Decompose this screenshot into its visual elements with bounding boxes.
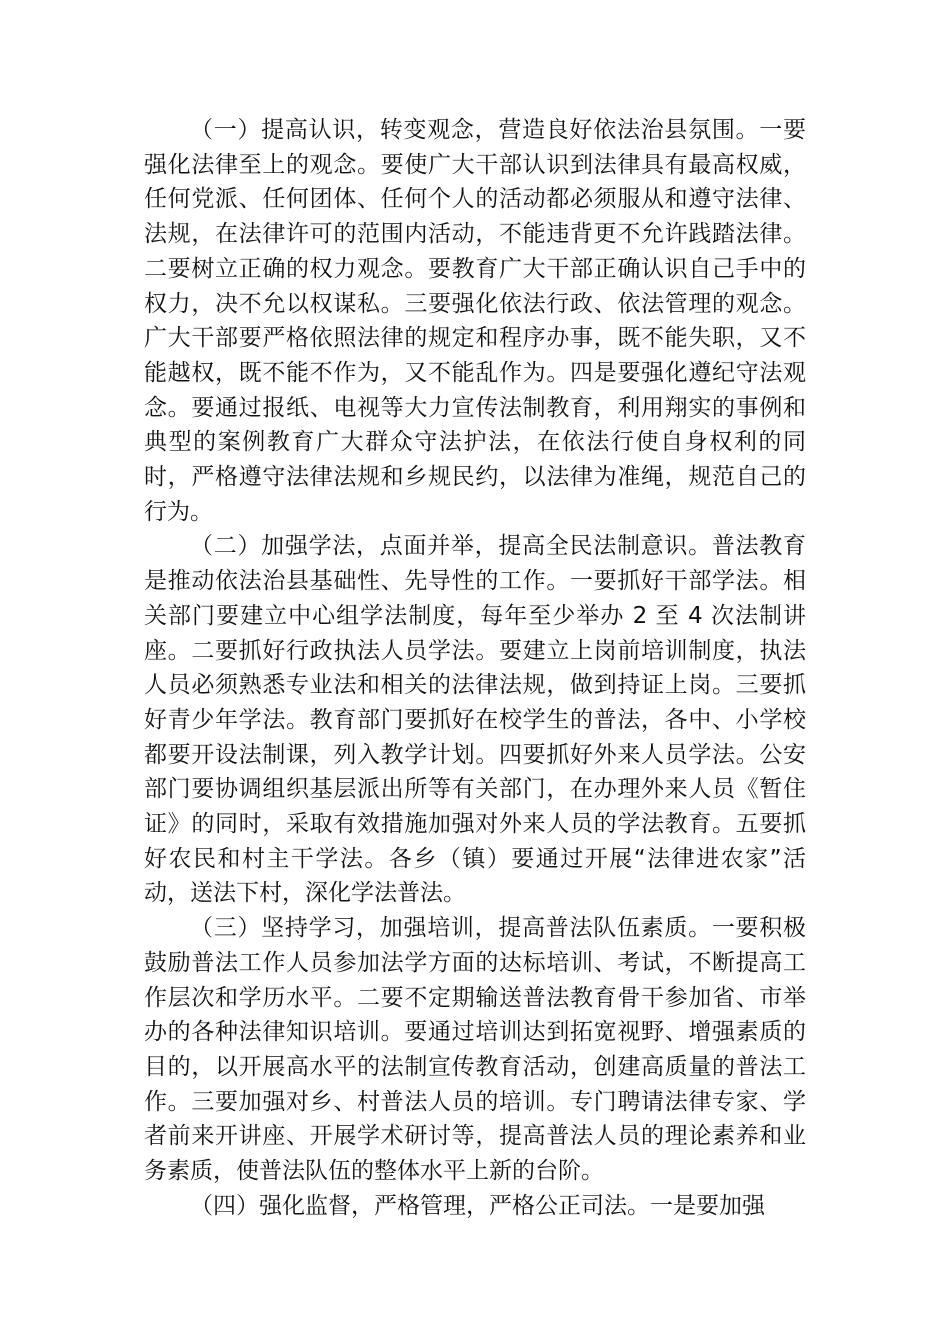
paragraph-2: （二）加强学法，点面并举，提高全民法制意识。普法教育是推动依法治县基础性、先导性的工作。一要抓好干部学法。相关部门要建立中心组学法制度，每年至少举办 2 至 4 次法制讲座。二要抓好行政执法人员学法。要建立上岗前培训制度，执法人员必须熟悉专业法和相关的法律法规，做到持证上岗。三要抓好青少年学法。教育部门要抓好在校学生的普法，各中、小学校都要开设法制课，列入教学计划。四要抓好外来人员学法。公安部门要协调组织基层派出所等有关部门，在办理外来人员《暂住证》的同时，采取有效措施加强对外来人员的学法教育。五要抓好农民和村主干学法。各乡（镇）要通过开展“法律进农家”活动，送法下村，深化学法普法。 — [144, 533, 806, 907]
paragraph-4: （四）强化监督，严格管理，严格公正司法。一是要加强 — [190, 1192, 765, 1219]
paragraph-1: （一）提高认识，转变观念，营造良好依法治县氛围。一要强化法律至上的观念。要使广大干部认识到法律具有最高权威，任何党派、任何团体、任何个人的活动都必须服从和遵守法律、法规，在法律许可的范围内活动，不能违背更不允许践踏法律。二要树立正确的权力观念。要教育广大干部正确认识自己手中的权力，决不允以权谋私。三要强化依法行政、依法管理的观念。广大干部要严格依照法律的规定和程序办事，既不能失职，又不能越权，既不能不作为，又不能乱作为。四是要强化遵纪守法观念。要通过报纸、电视等大力宣传法制教育，利用翔实的事例和典型的案例教育广大群众守法护法，在依法行使自身权利的同时，严格遵守法律法规和乡规民约，以法律为准绳，规范自己的行为。 — [144, 117, 806, 525]
paragraph-3: （三）坚持学习，加强培训，提高普法队伍素质。一要积极鼓励普法工作人员参加法学方面的达标培训、考试，不断提高工作层次和学历水平。二要不定期输送普法教育骨干参加省、市举办的各种法律知识培训。要通过培训达到拓宽视野、增强素质的目的，以开展高水平的法制宣传教育活动，创建高质量的普法工作。三要加强对乡、村普法人员的培训。专门聘请法律专家、学者前来开讲座、开展学术研讨等，提高普法人员的理论素养和业务素质，使普法队伍的整体水平上新的台阶。 — [144, 915, 806, 1185]
document-body — [144, 113, 806, 1224]
